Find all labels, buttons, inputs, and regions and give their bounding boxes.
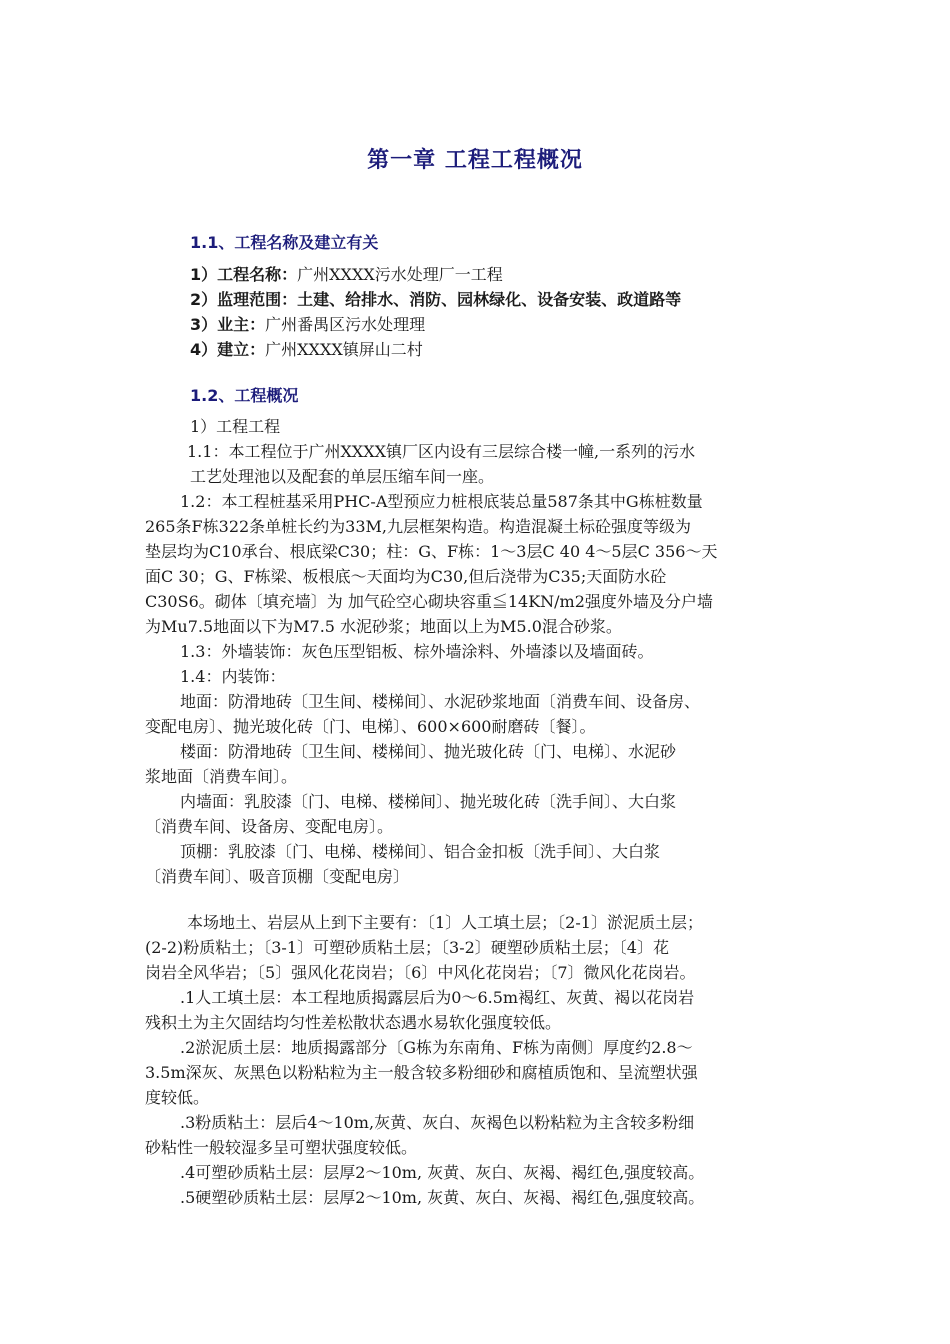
body-line: 楼面：防滑地砖〔卫生间、楼梯间〕、抛光玻化砖〔门、电梯〕、水泥砂 [180, 742, 677, 761]
body-line: 顶棚：乳胶漆〔门、电梯、楼梯间〕、铝合金扣板〔洗手间〕、大白浆 [180, 842, 661, 861]
body-line: 1.4：内装饰： [180, 667, 286, 686]
project-item-1 [190, 265, 503, 285]
body-line: 垫层均为C10承台、根底梁C30；柱：G、F栋：1～3层C 40 4～5层C 356～天 [145, 542, 718, 561]
body-line: 265条F栋322条单桩长约为33M,九层框架构造。构造混凝土标砼强度等级为 [145, 517, 692, 536]
body-line: 浆地面〔消费车间〕。 [145, 767, 298, 786]
body-line: .1人工填土层：本工程地质揭露层后为0～6.5m褐红、灰黄、褐以花岗岩 [180, 988, 695, 1007]
body-line: 〔消费车间、设备房、变配电房〕。 [145, 817, 394, 836]
body-line: 变配电房〕、抛光玻化砖〔门、电梯〕、600×600耐磨砖〔餐〕。 [145, 717, 596, 736]
project-item-2 [190, 290, 681, 310]
item-value: 广州XXXX镇屏山二村 [265, 340, 423, 359]
body-line: 1.2：本工程桩基采用PHC-A型预应力桩根底装总量587条其中G栋桩数量 [180, 492, 703, 511]
body-line: 工艺处理池以及配套的单层压缩车间一座。 [190, 467, 495, 486]
item-number: 3） [190, 315, 218, 334]
section-heading-1-1: 1.1、工程名称及建立有关 [190, 233, 379, 252]
body-line: 为Mu7.5地面以下为M7.5 水泥砂浆；地面以上为M5.0混合砂浆。 [145, 617, 622, 636]
body-line: C30S6。砌体〔填充墙〕为 加气砼空心砌块容重≦14KN/m2强度外墙及分户墙 [145, 592, 713, 611]
body-line: 度较低。 [145, 1088, 210, 1107]
body-line: .3粉质粘土：层后4～10m,灰黄、灰白、灰褐色以粉粘粒为主含较多粉细 [180, 1113, 695, 1132]
body-line: 砂粘性一般较湿多呈可塑状强度较低。 [145, 1138, 418, 1157]
item-label: 监理范围： [217, 290, 298, 309]
item-number: 4） [190, 340, 218, 359]
section-heading-1-2: 1.2、工程概况 [190, 386, 299, 405]
item-label: 工程名称： [217, 265, 298, 284]
item-label: 建立： [217, 340, 266, 359]
body-line: 〔消费车间〕、吸音顶棚〔变配电房〕 [145, 867, 410, 886]
body-line: .4可塑砂质粘土层：层厚2～10m, 灰黄、灰白、灰褐、褐红色,强度较高。 [180, 1163, 705, 1182]
body-line: 地面：防滑地砖〔卫生间、楼梯间〕、水泥砂浆地面〔消费车间、设备房、 [180, 692, 701, 711]
body-line: 1.3：外墙装饰：灰色压型铝板、棕外墙涂料、外墙漆以及墙面砖。 [180, 642, 654, 661]
body-line: .2淤泥质土层：地质揭露部分〔G栋为东南角、F栋为南侧〕厚度约2.8～ [180, 1038, 693, 1057]
body-line: 面C 30；G、F栋梁、板根底～天面均为C30,但后浇带为C35;天面防水砼 [145, 567, 667, 586]
item-value: 广州番禺区污水处理理 [265, 315, 426, 334]
body-line: 内墙面：乳胶漆〔门、电梯、楼梯间〕、抛光玻化砖〔洗手间〕、大白浆 [180, 792, 677, 811]
item-value: 广州XXXX污水处理厂一工程 [297, 265, 503, 284]
body-line: 岗岩全风华岩；〔5〕强风化花岗岩；〔6〕中风化花岗岩；〔7〕微风化花岗岩。 [145, 963, 696, 982]
item-value: 土建、给排水、消防、园林绿化、设备安装、政道路等 [297, 290, 682, 309]
project-item-4 [190, 340, 423, 360]
body-line: (2-2)粉质粘土；〔3-1〕可塑砂质粘土层；〔3-2〕硬塑砂质粘土层；〔4〕花 [145, 938, 669, 957]
project-item-3 [190, 315, 425, 335]
body-line: 1）工程工程 [190, 417, 281, 436]
body-line: 1.1：本工程位于广州XXXX镇厂区内设有三层综合楼一幢,一系列的污水 [187, 442, 696, 461]
item-number: 1） [190, 265, 218, 284]
body-line: 3.5m深灰、灰黑色以粉粘粒为主一般含较多粉细砂和腐植质饱和、呈流塑状强 [145, 1063, 698, 1082]
body-line: .5硬塑砂质粘土层：层厚2～10m, 灰黄、灰白、灰褐、褐红色,强度较高。 [180, 1188, 705, 1207]
chapter-title: 第一章 工程工程概况 [367, 148, 583, 173]
item-label: 业主： [217, 315, 266, 334]
body-line: 本场地土、岩层从上到下主要有：〔1〕人工填土层；〔2-1〕淤泥质土层； [187, 913, 703, 932]
item-number: 2） [190, 290, 218, 309]
body-line: 残积土为主欠固结均匀性差松散状态遇水易软化强度较低。 [145, 1013, 562, 1032]
